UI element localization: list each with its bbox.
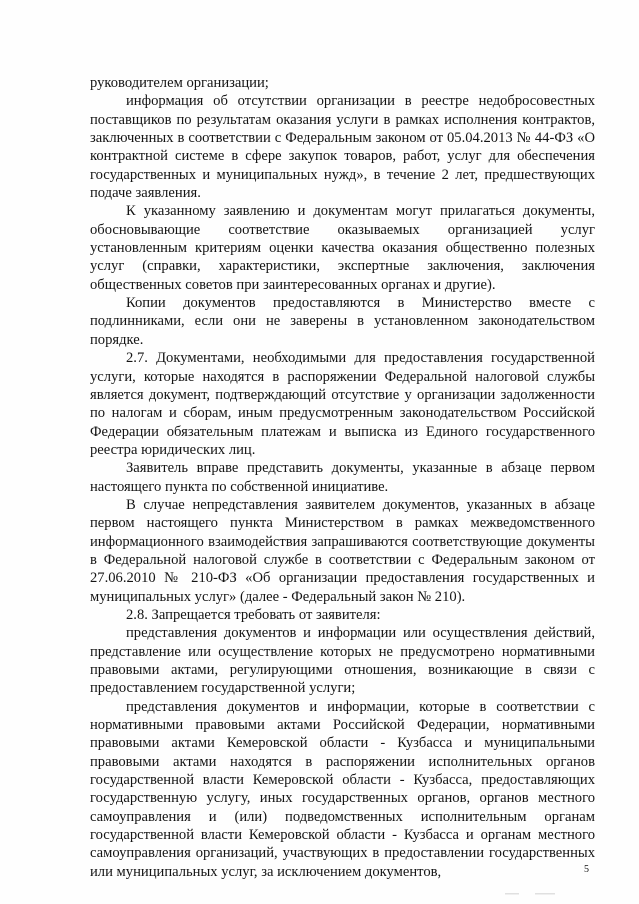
page-number: 5 <box>584 864 589 875</box>
paragraph-section-2-7: 2.7. Документами, необходимыми для предоставления государственной услуги, которые находятся в распоряжении Федеральной налоговой службы является документ, подтверждающий отсутствие у организации задолженности по налогам и сборам, иным предусмотренным законодательством Российской Федерации обязательным платежам и выписка из Единого государственного реестра юридических лиц. <box>90 350 595 458</box>
paragraph-attached-documents: К указанному заявлению и документам могут прилагаться документы, обосновывающие соответствие оказываемых организацией услуг установленным критериям оценки качества оказания общественно полезных услуг (справки, характеристики, экспертные заключения, заключения общественных советов при заинтересованных органах и другие). <box>90 203 595 293</box>
paragraph-own-initiative: Заявитель вправе представить документы, указанные в абзаце первом настоящего пункта по собственной инициативе. <box>90 460 595 495</box>
paragraph-interagency-request: В случае непредставления заявителем документов, указанных в абзаце первом настоящего пункта Министерством в рамках межведомственного информационного взаимодействия запрашиваются соответствующие документы в Федеральной налоговой службе в соответствии с Федеральным законом от 27.06.2010 № 210-ФЗ «Об организации предоставления государственных и муниципальных услуг» (далее - Федеральный закон № 210). <box>90 496 595 605</box>
paragraph-registry-info: информация об отсутствии организации в реестре недобросовестных поставщиков по результатам оказания услуги в рамках исполнения контрактов, заключенных в соответствии с Федеральным законом от 05.04.2013 № 44-ФЗ «О контрактной системе в сфере закупок товаров, работ, услуг для обеспечения государственных и муниципальных нужд», в течение 2 лет, предшествующих подаче заявления. <box>90 93 595 202</box>
paragraph-section-2-8: 2.8. Запрещается требовать от заявителя: <box>126 606 381 623</box>
paragraph-continuation: руководителем организации; <box>90 75 269 91</box>
paragraph-prohibition-1: представления документов и информации или осуществления действий, представление или осуществление которых не предусмотрено нормативными правовыми актами, регулирующими отношения, возникающие в связи с предоставлением государственной услуги; <box>90 625 595 697</box>
scan-artifact <box>505 892 565 896</box>
paragraph-prohibition-2: представления документов и информации, которые в соответствии с нормативными правовыми актами Российской Федерации, нормативными правовыми актами Кемеровской области - Кузбасса и муниципальными правовыми актами находятся в распоряжении исполнительных органов государственной власти Кемеровской области - Кузбасса, предоставляющих государственную услугу, иных государственных органов, органов местного самоуправления и (или) подведомственных исполнительным органам государственной власти Кемеровской области - Кузбасса и органам местного самоуправления организаций, участвующих в предоставлении государственных или муниципальных услуг, за исключением документов, <box>90 698 595 880</box>
paragraph-copies: Копии документов предоставляются в Министерство вместе с подлинниками, если они не заверены в установленном законодательством порядке. <box>90 295 595 348</box>
document-body <box>90 74 595 881</box>
